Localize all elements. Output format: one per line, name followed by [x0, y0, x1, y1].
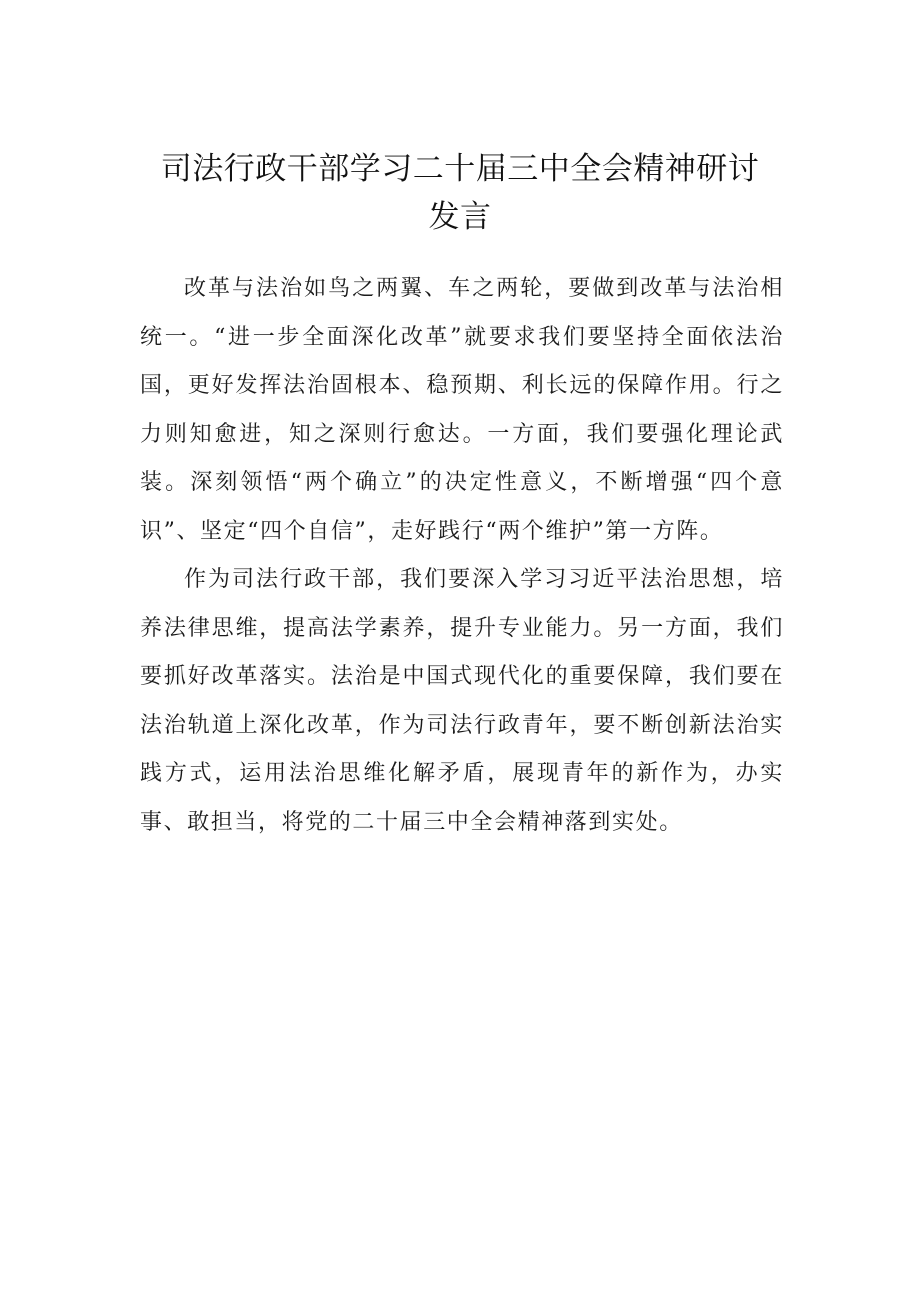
document-title: 司法行政干部学习二十届三中全会精神研讨发言	[160, 151, 760, 235]
paragraph-2: 作为司法行政干部，我们要深入学习习近平法治思想，培养法律思维，提高法学素养，提升专业能力。另一方面，我们要抓好改革落实。法治是中国式现代化的重要保障，我们要在法治轨道上深化改革，作为司法行政青年，要不断创新法治实践方式，运用法治思维化解矛盾，展现青年的新作为，办实事、敢担当，将党的二十届三中全会精神落到实处。	[140, 567, 784, 835]
document-body	[140, 265, 784, 847]
paragraph-1: 改革与法治如鸟之两翼、车之两轮，要做到改革与法治相统一。“进一步全面深化改革”就要求我们要坚持全面依法治国，更好发挥法治固根本、稳预期、利长远的保障作用。行之力则知愈进，知之深则行愈达。一方面，我们要强化理论武装。深刻领悟“两个确立”的决定性意义，不断增强“四个意识”、坚定“四个自信”，走好践行“两个维护”第一方阵。	[140, 276, 784, 544]
